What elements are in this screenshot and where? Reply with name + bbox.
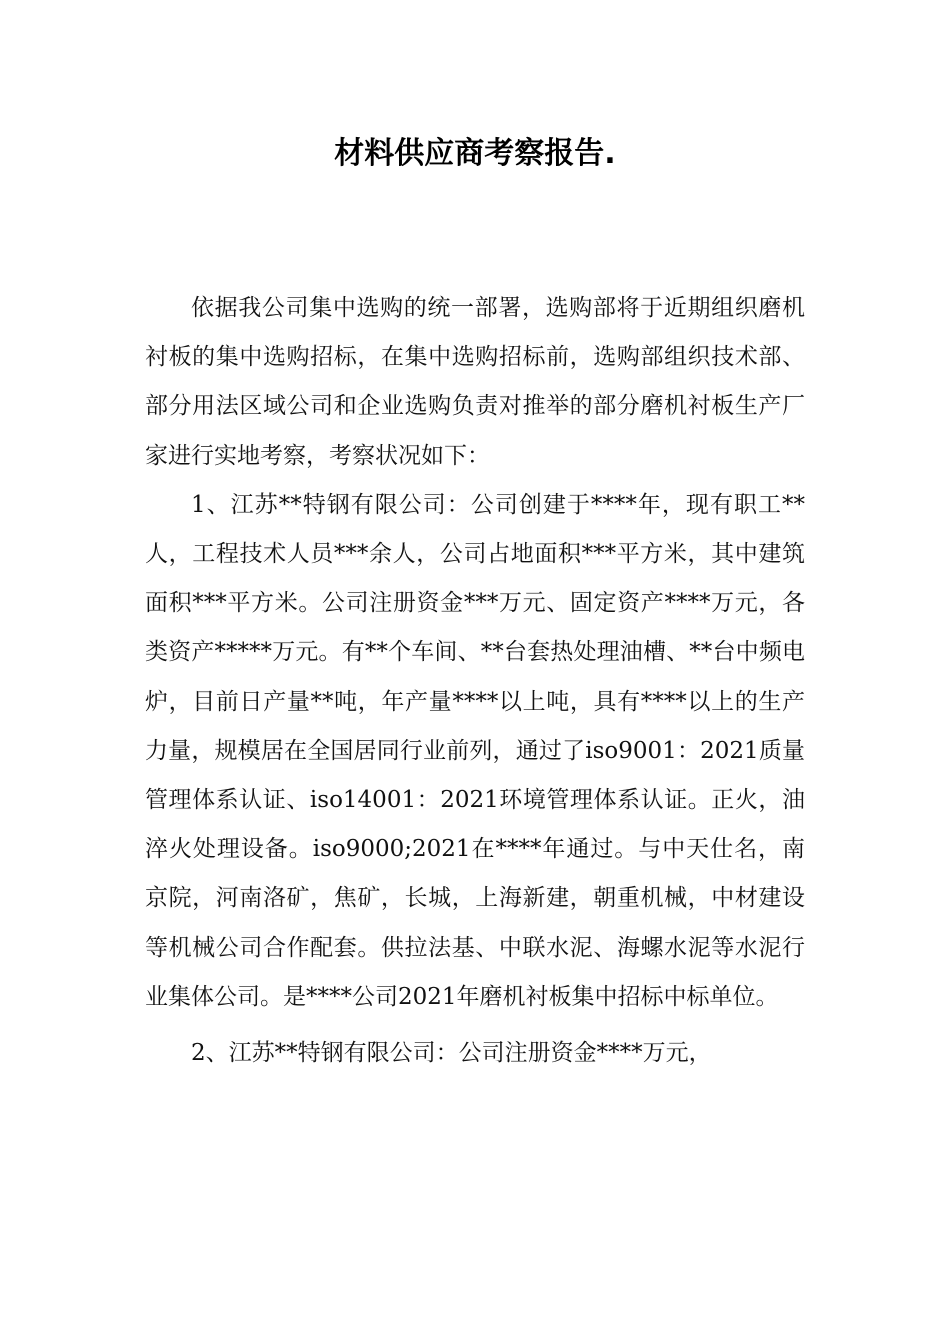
paragraph-supplier-2: 2、江苏**特钢有限公司：公司注册资金****万元， (191, 1040, 712, 1067)
paragraph-supplier-1: 1、江苏**特钢有限公司：公司创建于****年，现有职工**人，工程技术人员***余人，公司占地面积***平方米，其中建筑面积***平方米。公司注册资金***万元、固定资产****万元，各类资产*****万元。有**个车间、**台套热处理油槽、**台中频电炉，目前日产量**吨，年产量****以上吨，具有****以上的生产力量，规模居在全国居同行业前列，通过了iso9001：2021质量管理体系认证、iso14001：2021环境管理体系认证。正火，油淬火处理设备。iso9000;2021在****年通过。与中天仕名，南京院，河南洛矿，焦矿，长城，上海新建，朝重机械，中材建设等机械公司合作配套。供拉法基、中联水泥、海螺水泥等水泥行业集体公司。是****公司2021年磨机衬板集中招标中标单位。 (145, 491, 805, 1010)
document-title: 材料供应商考察报告. (334, 136, 616, 171)
document-body (145, 284, 805, 1078)
paragraph-intro: 依据我公司集中选购的统一部署，选购部将于近期组织磨机衬板的集中选购招标，在集中选购招标前，选购部组织技术部、部分用法区域公司和企业选购负责对推举的部分磨机衬板生产厂家进行实地考察，考察状况如下： (145, 295, 805, 469)
